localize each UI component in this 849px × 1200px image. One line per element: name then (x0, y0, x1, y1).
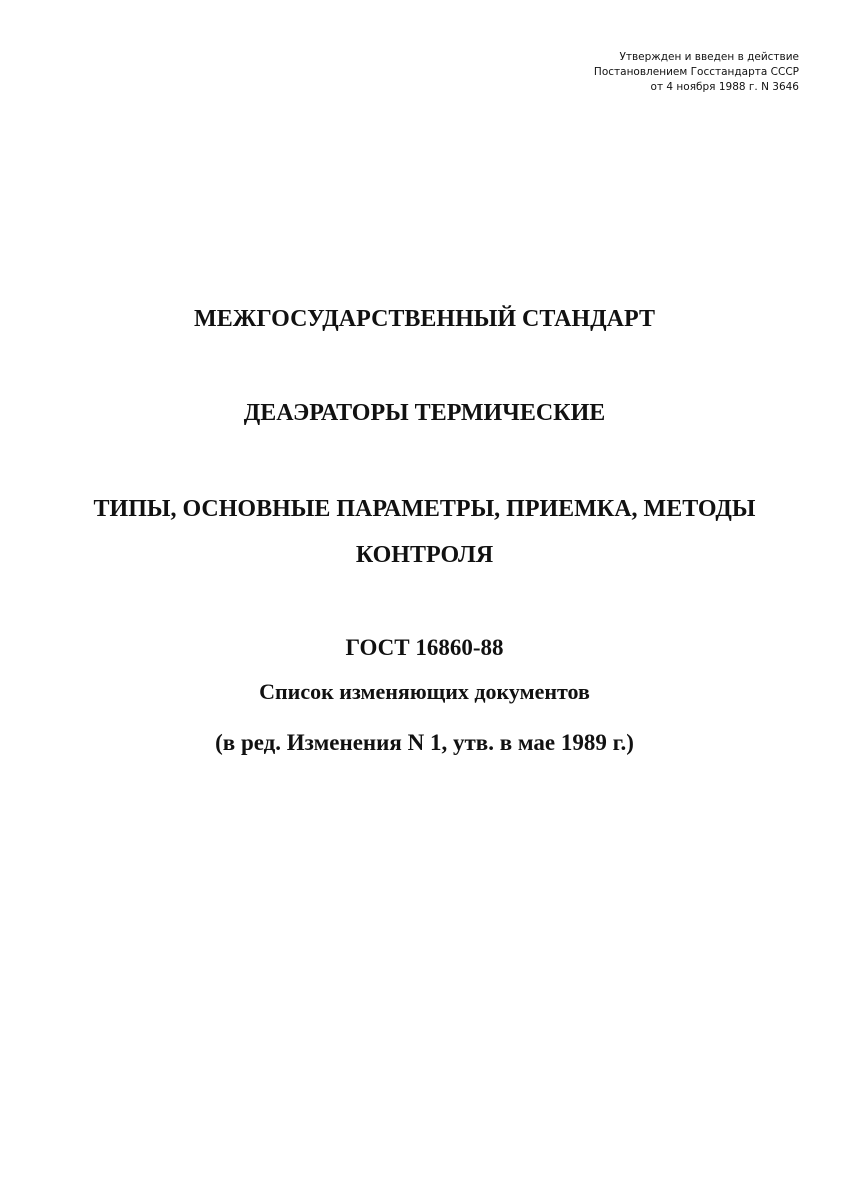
standard-number: ГОСТ 16860-88 (345, 635, 504, 660)
subject-heading-line-2: КОНТРОЛЯ (355, 542, 494, 568)
approval-line-2: Постановлением Госстандарта СССР (593, 66, 799, 78)
approval-line-3: от 4 ноября 1988 г. N 3646 (650, 81, 799, 93)
subject-heading (0, 486, 849, 578)
changes-list-heading: Список изменяющих документов (259, 679, 590, 704)
product-heading: ДЕАЭРАТОРЫ ТЕРМИЧЕСКИЕ (243, 400, 606, 426)
subject-heading-line-1: ТИПЫ, ОСНОВНЫЕ ПАРАМЕТРЫ, ПРИЕМКА, МЕТОДЫ (93, 496, 756, 522)
approval-note (479, 50, 799, 95)
standard-type-heading: МЕЖГОСУДАРСТВЕННЫЙ СТАНДАРТ (194, 306, 655, 332)
edition-note: (в ред. Изменения N 1, утв. в мае 1989 г.) (215, 730, 634, 755)
approval-line-1: Утвержден и введен в действие (619, 51, 799, 63)
